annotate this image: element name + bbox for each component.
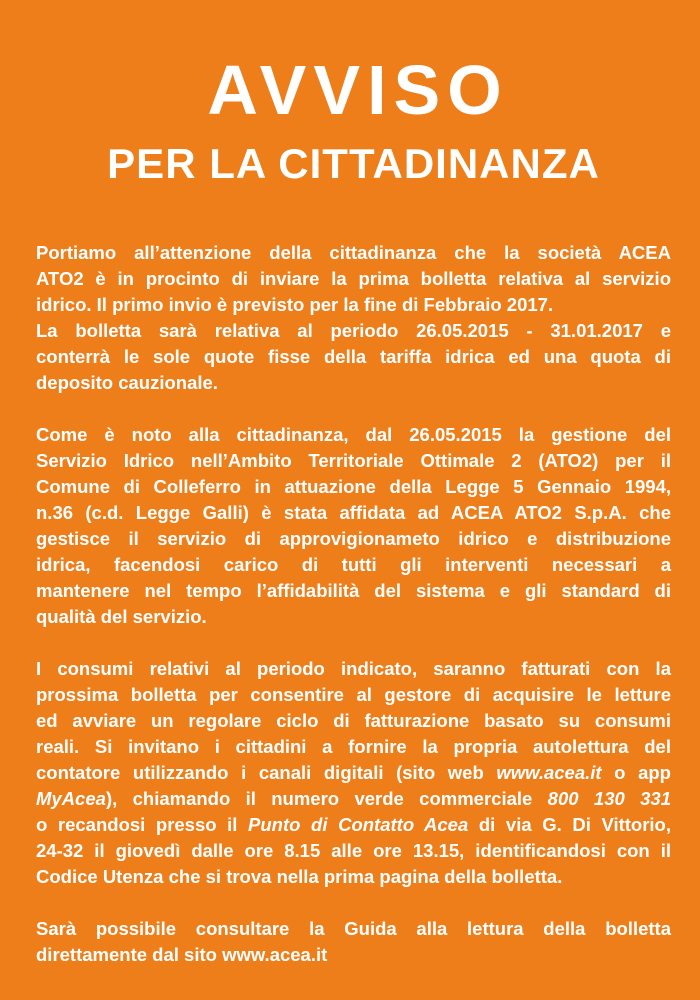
app-name: MyAcea bbox=[36, 788, 106, 809]
text-line: 24-32 il giovedì dalle ore 8.15 alle ore 13.15, identificandosi con il bbox=[36, 840, 671, 861]
paragraph-guide bbox=[36, 916, 671, 968]
paragraph-meter-reading bbox=[36, 656, 671, 890]
text-segment: contatore utilizzando i canali digitali (sito web bbox=[36, 762, 497, 783]
text-line: qualità del servizio. bbox=[36, 606, 207, 627]
text-line: Sarà possibile consultare la Guida alla lettura della bolletta bbox=[36, 918, 671, 939]
text-line: reali. Si invitano i cittadini a fornire la propria autolettura del bbox=[36, 736, 671, 757]
text-segment: o recandosi presso il bbox=[36, 814, 249, 835]
text-line: Comune di Colleferro in attuazione della Legge 5 Gennaio 1994, bbox=[36, 476, 671, 497]
text-line: ed avviare un regolare ciclo di fatturazione basato su consumi bbox=[36, 710, 671, 731]
text-line: conterrà le sole quote fisse della tariffa idrica ed una quota di bbox=[36, 346, 671, 367]
text-line: Codice Utenza che si trova nella prima pagina della bolletta. bbox=[36, 866, 563, 887]
text-line: prossima bolletta per consentire al gestore di acquisire le letture bbox=[36, 684, 671, 705]
contact-point-name: Punto di Contatto Acea bbox=[248, 814, 469, 835]
text-line: ATO2 è in procinto di inviare la prima bolletta relativa al servizio bbox=[36, 268, 671, 289]
text-line: idrica, facendosi carico di tutti gli interventi necessari a bbox=[36, 554, 671, 575]
text-line bbox=[36, 760, 671, 786]
text-line: mantenere nel tempo l’affidabilità del sistema e gli standard di bbox=[36, 580, 671, 601]
notice-body bbox=[36, 240, 671, 968]
paragraph-billing-info bbox=[36, 240, 671, 396]
text-line: direttamente dal sito www.acea.it bbox=[36, 944, 328, 965]
text-line bbox=[36, 786, 671, 812]
text-line: deposito cauzionale. bbox=[36, 372, 218, 393]
phone-number[interactable]: 800 130 331 bbox=[547, 788, 671, 809]
text-line: I consumi relativi al periodo indicato, saranno fatturati con la bbox=[36, 658, 671, 679]
notice-title: AVVISO bbox=[207, 51, 509, 129]
text-line: Come è noto alla cittadinanza, dal 26.05.2015 la gestione del bbox=[36, 424, 671, 445]
text-line: gestisce il servizio di approvigionameto idrico e distribuzione bbox=[36, 528, 671, 549]
text-segment: di via G. Di Vittorio, bbox=[468, 814, 671, 835]
text-line: idrico. Il primo invio è previsto per la fine di Febbraio 2017. bbox=[36, 294, 554, 315]
paragraph-service-management bbox=[36, 422, 671, 630]
text-segment: ), chiamando il numero verde commerciale bbox=[105, 788, 548, 809]
text-segment: o app bbox=[601, 762, 671, 783]
notice-subtitle: PER LA CITTADINANZA bbox=[107, 140, 600, 187]
text-line: Portiamo all’attenzione della cittadinanza che la società ACEA bbox=[36, 242, 671, 263]
text-line bbox=[36, 812, 671, 838]
text-line: n.36 (c.d. Legge Galli) è stata affidata ad ACEA ATO2 S.p.A. che bbox=[36, 502, 671, 523]
website-link[interactable]: www.acea.it bbox=[496, 762, 602, 783]
text-line: Servizio Idrico nell’Ambito Territoriale Ottimale 2 (ATO2) per il bbox=[36, 450, 671, 471]
text-line: La bolletta sarà relativa al periodo 26.05.2015 - 31.01.2017 e bbox=[36, 320, 671, 341]
